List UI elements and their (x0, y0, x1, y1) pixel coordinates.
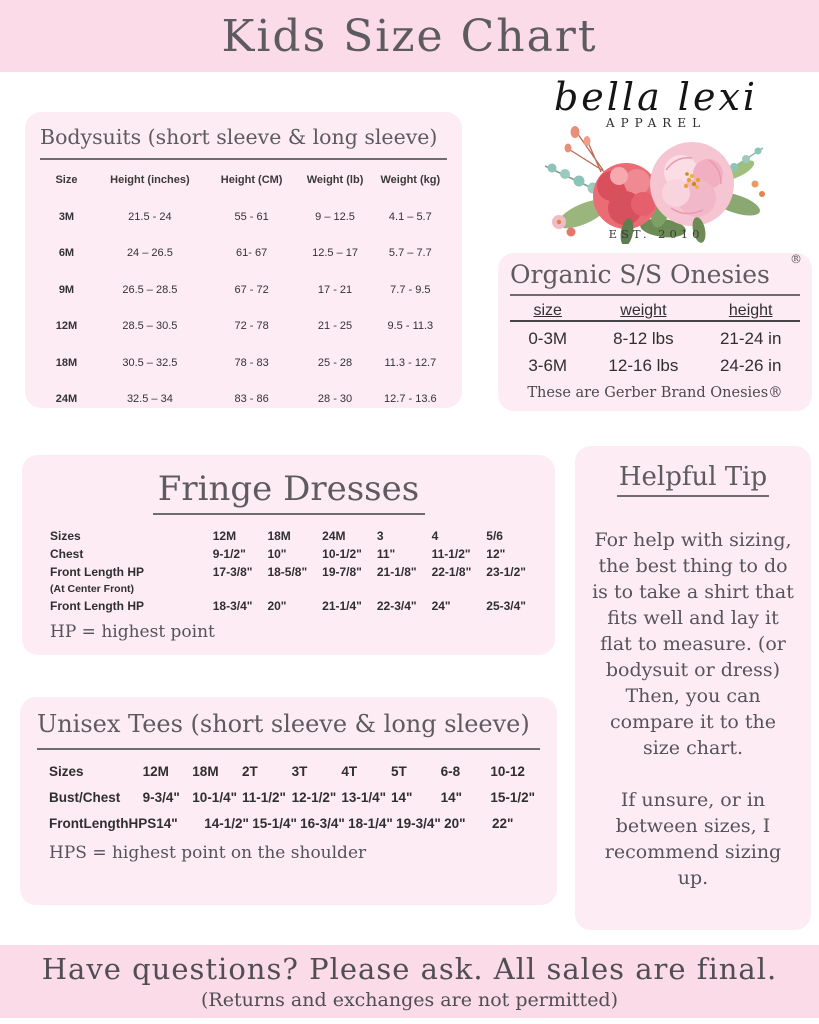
row-label: Front Length HP (50, 599, 144, 613)
table-row (37, 790, 540, 805)
table-cell: 13-1/4" (341, 790, 386, 805)
row-label: 18M (55, 356, 78, 369)
table-cell: 12-1/2" (291, 790, 337, 805)
footer-line-1: Have questions? Please ask. All sales are final. (41, 952, 778, 986)
row-label: (At Center Front) (50, 583, 134, 595)
table-cell: 9.5 - 11.3 (387, 320, 434, 332)
tip-paragraph-1: For help with sizing, the best thing to do is to take a shirt that fits well and lay it flat to measure. (or bodysuit or dress) Then, you can compare it to the size chart. (592, 529, 794, 760)
table-cell: 10-1/2" (322, 547, 362, 561)
table-cell: 10-1/4" (192, 790, 237, 805)
table-cell: 18-1/4" (348, 816, 393, 831)
table-row (36, 583, 541, 595)
table-row (40, 393, 447, 405)
page-title: Kids Size Chart (221, 10, 598, 62)
table-cell: 9-3/4" (142, 790, 180, 805)
table-cell: 19-3/4" (396, 816, 441, 831)
table-row (510, 302, 800, 320)
table-row (40, 211, 447, 223)
table-cell: 18-5/8" (267, 565, 308, 579)
table-cell: 10" (267, 547, 287, 561)
table-cell: 21.5 - 24 (128, 210, 172, 223)
table-row (40, 357, 447, 369)
table-cell: 14-1/2" (204, 816, 249, 831)
logo-name: bella lexi (553, 75, 759, 119)
table-cell: 12.7 - 13.6 (384, 393, 437, 405)
table-cell: 14" (390, 790, 413, 805)
table-cell: Height (CM) (220, 174, 283, 186)
row-label: Bust/Chest (49, 790, 121, 805)
bodysuits-title: Bodysuits (short sleeve & long sleeve) (40, 125, 447, 160)
table-cell: 12.5 – 17 (312, 247, 358, 259)
table-row (510, 356, 800, 376)
table-cell: height (728, 302, 773, 319)
table-cell: 12-16 lbs (608, 356, 679, 375)
row-label: 3M (58, 210, 75, 223)
table-cell: 12M (212, 529, 237, 543)
table-cell: 12M (142, 764, 169, 779)
table-cell: 24 – 26.5 (126, 247, 173, 259)
table-cell: 78 - 83 (234, 356, 269, 369)
logo-established: EST. 2010 (608, 227, 704, 241)
table-cell: 25 - 28 (317, 356, 353, 369)
table-cell: 2T (241, 764, 258, 779)
onesies-panel (498, 253, 812, 411)
table-cell: 28.5 – 30.5 (122, 320, 178, 332)
table-cell: 26.5 – 28.5 (122, 283, 178, 296)
table-cell: 12" (486, 547, 506, 561)
row-label: Sizes (50, 529, 81, 543)
table-cell: 55 - 61 (234, 210, 269, 223)
table-cell: 11-1/2" (431, 547, 471, 561)
helpful-tip-panel (575, 446, 811, 930)
table-cell: Height (inches) (110, 174, 190, 186)
table-cell: 18-3/4" (212, 599, 253, 613)
onesies-note: These are Gerber Brand Onesies® (527, 385, 783, 401)
onesies-title-text: Organic S/S Onesies (510, 260, 770, 289)
tees-title: Unisex Tees (short sleeve & long sleeve) (37, 710, 540, 750)
table-cell: 22-1/8" (431, 565, 472, 579)
unisex-tees-panel (20, 697, 557, 905)
table-cell: 32.5 – 34 (126, 393, 173, 405)
tip-paragraph-2: If unsure, or in between sizes, I recommend sizing up. (604, 789, 782, 890)
brand-logo (500, 74, 812, 252)
table-cell: 8-12 lbs (613, 329, 674, 348)
table-cell: 9 – 12.5 (315, 210, 355, 223)
table-cell: 4T (341, 764, 358, 779)
tees-footnote: HPS = highest point on the shoulder (49, 843, 367, 863)
table-cell: 22" (492, 816, 514, 831)
onesies-title (510, 252, 802, 296)
table-cell: 7.7 - 9.5 (390, 283, 431, 296)
table-cell: 21-1/8" (376, 565, 417, 579)
registered-trademark-symbol: ® (790, 252, 802, 266)
table-cell: 28 - 30 (317, 393, 353, 405)
row-label: Size (55, 174, 78, 186)
page-header (0, 0, 819, 72)
tees-table (37, 764, 540, 831)
table-row (40, 284, 447, 296)
footer-line-2: (Returns and exchanges are not permitted) (200, 989, 619, 1011)
table-cell: 10-12 (490, 764, 525, 779)
tip-title: Helpful Tip (618, 462, 768, 492)
page-footer (0, 945, 819, 1018)
table-cell: 6-8 (440, 764, 461, 779)
fringe-table (36, 529, 541, 613)
table-row (40, 320, 447, 332)
table-cell: 25-3/4" (486, 599, 526, 613)
title-underline (153, 513, 425, 515)
flowers-illustration (531, 122, 781, 244)
table-row (36, 599, 541, 613)
table-cell: 20" (444, 816, 466, 831)
row-label: 9M (58, 283, 75, 296)
row-label: FrontLengthHPS (49, 816, 157, 831)
table-cell: 11-1/2" (241, 790, 286, 805)
table-cell: 83 - 86 (234, 393, 269, 405)
table-cell: 15-1/4" (252, 816, 297, 831)
table-cell: 3 (376, 529, 384, 543)
table-cell: 3T (291, 764, 308, 779)
table-cell: 16-3/4" (300, 816, 345, 831)
table-cell: Weight (lb) (306, 174, 364, 186)
table-cell: 19-7/8" (322, 565, 362, 579)
table-row (40, 174, 447, 186)
table-cell: 5T (390, 764, 407, 779)
fringe-title: Fringe Dresses (157, 469, 420, 509)
table-cell: Weight (kg) (380, 174, 441, 186)
row-label: Front Length HP (50, 565, 144, 579)
fringe-footnote: HP = highest point (50, 622, 215, 642)
table-cell: 22-3/4" (376, 599, 417, 613)
table-cell: 18M (267, 529, 291, 543)
row-label: 3-6M (528, 356, 568, 375)
table-cell: 24-26 in (719, 356, 782, 375)
title-underline (617, 495, 769, 497)
table-cell: 24" (431, 599, 451, 613)
table-cell: 5/6 (486, 529, 503, 543)
table-cell: 17-3/8" (212, 565, 253, 579)
table-cell: 18M (192, 764, 219, 779)
logo-subtitle: APPAREL (605, 116, 707, 130)
row-label: 0-3M (528, 329, 568, 348)
row-label: 12M (55, 320, 78, 332)
table-cell: 67 - 72 (234, 283, 269, 296)
table-cell: 23-1/2" (486, 565, 526, 579)
table-cell: 21-1/4" (322, 599, 362, 613)
bodysuits-panel (25, 112, 462, 408)
table-cell: 11" (376, 547, 396, 561)
row-label: 6M (58, 247, 75, 259)
onesies-table (510, 329, 800, 376)
bodysuits-table (40, 211, 447, 406)
table-row (36, 565, 541, 579)
table-cell: 17 - 21 (317, 283, 353, 296)
table-cell: 20" (267, 599, 287, 613)
table-cell: 21 - 25 (317, 320, 353, 332)
table-cell: 4.1 – 5.7 (388, 210, 432, 223)
table-row (36, 547, 541, 561)
table-row (37, 764, 540, 779)
table-cell: 11.3 - 12.7 (384, 356, 437, 369)
row-label: 24M (55, 393, 78, 405)
table-cell: 15-1/2" (490, 790, 536, 805)
table-cell: 9-1/2" (212, 547, 246, 561)
row-label: Chest (50, 547, 84, 561)
table-row (40, 247, 447, 259)
table-cell: 72 - 78 (234, 320, 269, 332)
table-cell: 21-24 in (719, 329, 782, 348)
row-label: Sizes (49, 764, 84, 779)
row-label: size (533, 302, 562, 319)
fringe-dresses-panel (22, 455, 555, 655)
onesies-table-header (510, 302, 800, 322)
table-row (36, 529, 541, 543)
table-cell: 4 (431, 529, 439, 543)
table-cell: 30.5 – 32.5 (122, 356, 178, 369)
table-row (510, 329, 800, 349)
table-cell: 14" (156, 816, 178, 831)
table-cell: 14" (440, 790, 463, 805)
table-cell: 61- 67 (236, 247, 268, 259)
table-cell: 24M (322, 529, 346, 543)
table-cell: weight (620, 302, 667, 319)
table-row (37, 816, 540, 831)
table-cell: 5.7 – 7.7 (388, 247, 432, 259)
bodysuits-table-header (40, 174, 447, 186)
